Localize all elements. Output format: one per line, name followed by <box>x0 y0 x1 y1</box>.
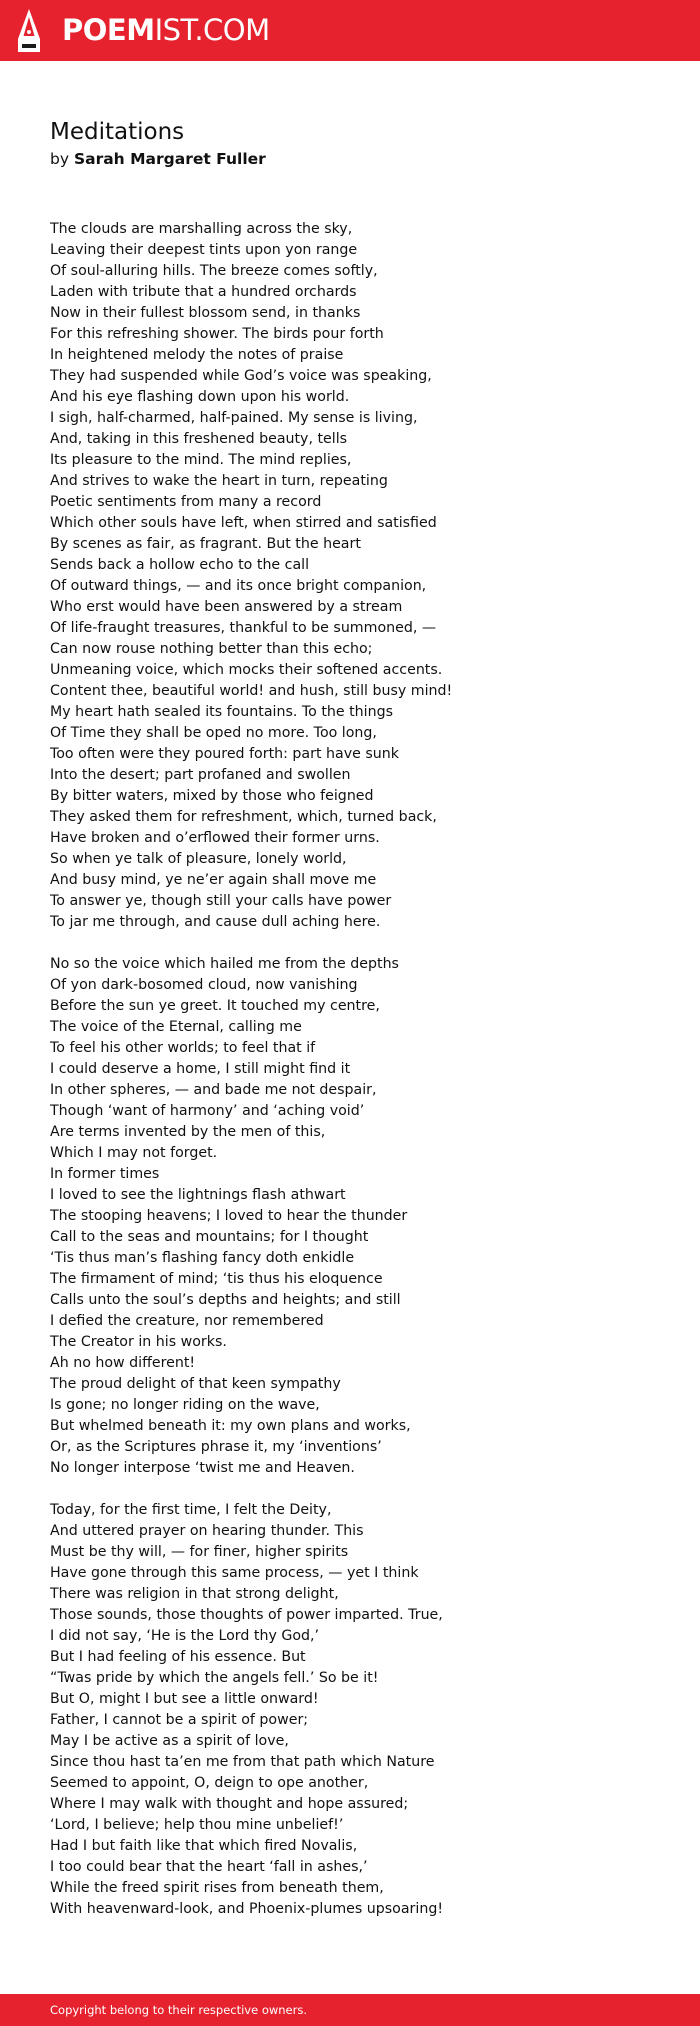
poem-byline <box>50 148 650 170</box>
poem-line: The proud delight of that keen sympathy <box>50 1376 341 1392</box>
poem-line: ‘Tis thus man’s flashing fancy doth enkidle <box>50 1250 355 1266</box>
poem-line: Today, for the first time, I felt the Deity, <box>50 1502 332 1518</box>
poem-line: Of Time they shall be oped no more. Too long, <box>50 725 377 741</box>
poem-line: I did not say, ‘He is the Lord thy God,’ <box>50 1628 320 1644</box>
poem-body <box>50 219 650 1941</box>
poem-line: Who erst would have been answered by a stream <box>50 599 403 615</box>
poem-line: There was religion in that strong delight, <box>50 1586 339 1602</box>
site-logo-link[interactable] <box>14 0 270 61</box>
poem-line: Of outward things, — and its once bright companion, <box>50 578 427 594</box>
poem-line: And busy mind, ye ne’er again shall move me <box>50 872 377 888</box>
poem-line: And his eye flashing down upon his world. <box>50 389 350 405</box>
poem-line: No so the voice which hailed me from the depths <box>50 956 399 972</box>
poem-line: And, taking in this freshened beauty, tells <box>50 431 348 447</box>
poem-stanza <box>50 219 650 933</box>
logo-wordmark <box>62 13 270 47</box>
poem-line: For this refreshing shower. The birds pour forth <box>50 326 384 342</box>
poem-line: Which I may not forget. <box>50 1145 218 1161</box>
poem-line: Before the sun ye greet. It touched my centre, <box>50 998 380 1014</box>
poem-line: Those sounds, those thoughts of power imparted. True, <box>50 1607 443 1623</box>
poem-line: Can now rouse nothing better than this echo; <box>50 641 373 657</box>
poem-line: The Creator in his works. <box>50 1334 227 1350</box>
poem-line: No longer interpose ‘twist me and Heaven. <box>50 1460 355 1476</box>
poem-line: Where I may walk with thought and hope assured; <box>50 1796 409 1812</box>
poem-line: The firmament of mind; ‘tis thus his eloquence <box>50 1271 383 1287</box>
poem-line: Have broken and o’erflowed their former urns. <box>50 830 380 846</box>
poem-line: By bitter waters, mixed by those who feigned <box>50 788 374 804</box>
site-footer <box>0 1994 700 2026</box>
poem-line: I could deserve a home, I still might find it <box>50 1061 351 1077</box>
poem-line: I too could bear that the heart ‘fall in ashes,’ <box>50 1859 368 1875</box>
poem-line: Laden with tribute that a hundred orchards <box>50 284 357 300</box>
poem-line: Of yon dark-bosomed cloud, now vanishing <box>50 977 358 993</box>
poem-line: Is gone; no longer riding on the wave, <box>50 1397 320 1413</box>
poem-line: Sends back a hollow echo to the call <box>50 557 310 573</box>
poem-line: I defied the creature, nor remembered <box>50 1313 324 1329</box>
poem-line: With heavenward-look, and Phoenix-plumes upsoaring! <box>50 1901 444 1917</box>
poem-line: Though ‘want of harmony’ and ‘aching void’ <box>50 1103 365 1119</box>
poem-line: Are terms invented by the men of this, <box>50 1124 326 1140</box>
poem-author: Sarah Margaret Fuller <box>73 150 266 168</box>
poem-line: The stooping heavens; I loved to hear the thunder <box>50 1208 408 1224</box>
by-label: by <box>50 150 70 168</box>
poem-line: Seemed to appoint, O, deign to ope another, <box>50 1775 369 1791</box>
poem-line: They had suspended while God’s voice was speaking, <box>50 368 432 384</box>
poem-line: But whelmed beneath it: my own plans and works, <box>50 1418 411 1434</box>
poem-line: And strives to wake the heart in turn, repeating <box>50 473 388 489</box>
poem-line: In former times <box>50 1166 160 1182</box>
logo-wordmark-strong: POEM <box>62 13 155 47</box>
poem-line: To feel his other worlds; to feel that if <box>50 1040 316 1056</box>
poem-line: Too often were they poured forth: part have sunk <box>50 746 399 762</box>
poem-line: My heart hath sealed its fountains. To the things <box>50 704 394 720</box>
poem-line: Into the desert; part profaned and swollen <box>50 767 351 783</box>
poem-line: While the freed spirit rises from beneath them, <box>50 1880 384 1896</box>
poem-line: Content thee, beautiful world! and hush, still busy mind! <box>50 683 453 699</box>
poem-line: ‘Lord, I believe; help thou mine unbelief!’ <box>50 1817 344 1833</box>
poem-line: To answer ye, though still your calls have power <box>50 893 392 909</box>
poem-line: In heightened melody the notes of praise <box>50 347 344 363</box>
poem-line: By scenes as fair, as fragrant. But the heart <box>50 536 361 552</box>
poem-line: Had I but faith like that which fired Novalis, <box>50 1838 358 1854</box>
poem-line: Calls unto the soul’s depths and heights; and still <box>50 1292 401 1308</box>
poem-line: Which other souls have left, when stirred and satisfied <box>50 515 437 531</box>
poem-line: I loved to see the lightnings flash athwart <box>50 1187 346 1203</box>
poem-line: Must be thy will, — for finer, higher spirits <box>50 1544 349 1560</box>
poem-line: Father, I cannot be a spirit of power; <box>50 1712 309 1728</box>
poem-line: Now in their fullest blossom send, in thanks <box>50 305 361 321</box>
poem-line: Call to the seas and mountains; for I thought <box>50 1229 369 1245</box>
poem-line: Of life-fraught treasures, thankful to be summoned, — <box>50 620 437 636</box>
poem-line: They asked them for refreshment, which, turned back, <box>50 809 437 825</box>
poem-line: Its pleasure to the mind. The mind replies, <box>50 452 352 468</box>
poem-line: So when ye talk of pleasure, lonely world, <box>50 851 347 867</box>
poem-line: Ah no how different! <box>50 1355 196 1371</box>
poem-title: Meditations <box>50 119 185 145</box>
poem-line: Have gone through this same process, — yet I think <box>50 1565 419 1581</box>
logo-wordmark-light: IST.COM <box>154 13 270 47</box>
poem-line: And uttered prayer on hearing thunder. This <box>50 1523 364 1539</box>
poem-line: “Twas pride by which the angels fell.’ So be it! <box>50 1670 379 1686</box>
poem-line: Of soul-alluring hills. The breeze comes softly, <box>50 263 378 279</box>
poem-stanza <box>50 1500 650 1920</box>
poem-line: But I had feeling of his essence. But <box>50 1649 306 1665</box>
poem-line: I sigh, half-charmed, half-pained. My sense is living, <box>50 410 418 426</box>
poem-line: The clouds are marshalling across the sky, <box>50 221 353 237</box>
poem-heading <box>50 118 650 170</box>
pen-nib-icon <box>14 8 44 54</box>
poem-line: In other spheres, — and bade me not despair, <box>50 1082 377 1098</box>
poem-line: Unmeaning voice, which mocks their softened accents. <box>50 662 443 678</box>
poem-line: Poetic sentiments from many a record <box>50 494 322 510</box>
poem-line: Since thou hast ta’en me from that path which Nature <box>50 1754 435 1770</box>
poem-line: Leaving their deepest tints upon yon range <box>50 242 358 258</box>
poem-line: To jar me through, and cause dull aching here. <box>50 914 381 930</box>
site-header <box>0 0 700 61</box>
poem-stanza <box>50 954 650 1479</box>
poem-line: Or, as the Scriptures phrase it, my ‘inventions’ <box>50 1439 382 1455</box>
poem-line: But O, might I but see a little onward! <box>50 1691 319 1707</box>
poem-line: May I be active as a spirit of love, <box>50 1733 289 1749</box>
copyright-text: Copyright belong to their respective owners. <box>50 2003 308 2017</box>
poem-line: The voice of the Eternal, calling me <box>50 1019 302 1035</box>
